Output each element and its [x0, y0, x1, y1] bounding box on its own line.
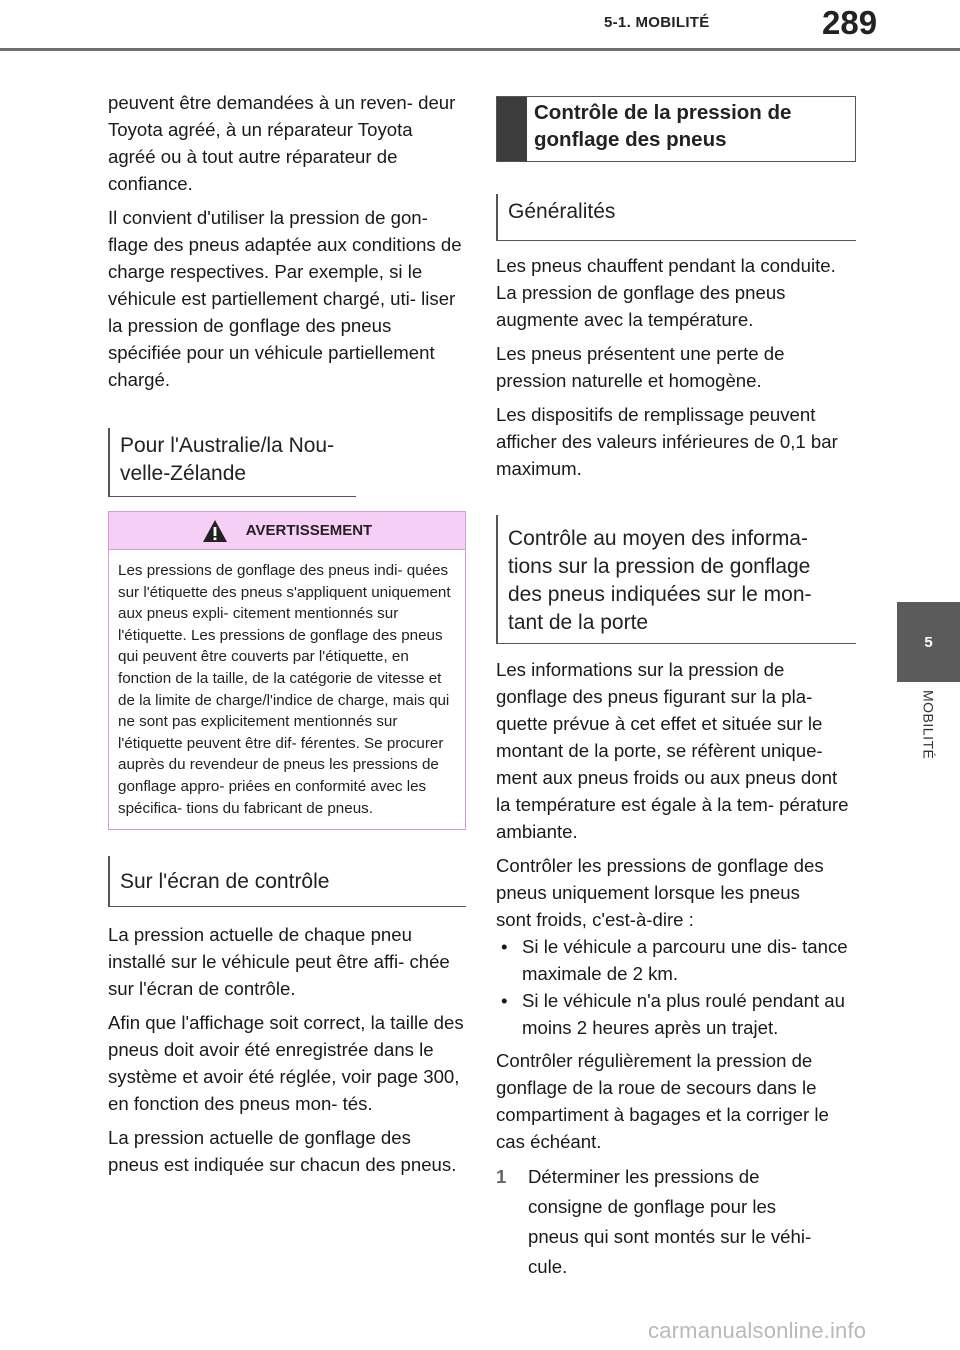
watermark: carmanualsonline.info: [648, 1318, 867, 1343]
right-paragraph-3: Les dispositifs de remplissage peuvent afficher des valeurs inférieures de 0,1 bar maximum.: [496, 404, 838, 479]
topic-heading-box: [496, 96, 856, 162]
step-text: Déterminer les pressions de consigne de gonflage pour les pneus qui sont montés sur le véhi- cule.: [528, 1166, 812, 1277]
left-paragraph-1: peuvent être demandées à un reven- deur Toyota agréé, à un réparateur Toyota agréé ou à tout autre réparateur de confiance.: [108, 92, 456, 194]
left-paragraph-5: La pression actuelle de gonflage des pneus est indiquée sur chacun des pneus.: [108, 1127, 457, 1176]
warning-title: AVERTISSEMENT: [245, 522, 373, 539]
warning-box: [108, 511, 466, 830]
right-paragraph-6: Contrôler régulièrement la pression de gonflage de la roue de secours dans le compartiment à bagages et la corriger le cas échéant.: [496, 1050, 829, 1152]
header-rule: [0, 48, 960, 51]
step-number: 1: [496, 1166, 507, 1187]
chapter-tab[interactable]: 5: [897, 602, 960, 682]
subheading-general: Généralités: [496, 194, 856, 241]
header-section-title: 5-1. MOBILITÉ: [604, 14, 710, 31]
right-paragraph-2: Les pneus présentent une perte de pression naturelle et homogène.: [496, 343, 785, 391]
left-paragraph-3: La pression actuelle de chaque pneu installé sur le véhicule peut être affi- chée sur l'écran de contrôle.: [108, 924, 450, 1000]
right-paragraph-5: Contrôler les pressions de gonflage des pneus uniquement lorsque les pneus sont froids, c'est-à-dire :: [496, 855, 824, 930]
right-paragraph-4: Les informations sur la pression de gonflage des pneus figurant sur la pla- quette prévue à cet effet et située sur le montant de la porte, se réfèrent unique- ment aux pneus froids ou aux pneus dont la température est égale à la tem- pérature ambiante.: [496, 659, 849, 842]
warning-text: Les pressions de gonflage des pneus indi- quées sur l'étiquette des pneus s'appliquent uniquement aux pneus expli- citement mentionnés sur l'étiquette. Les pressions de gonflage des pneus qui peuvent être couverts par l'étiquette, en fonction de la taille, de la catégorie de vitesse et de la limite de charge/l'indice de charge, mais qui ne sont pas explicitement mentionnés sur l'étiquette peuvent être dif- férentes. Se procurer auprès du revendeur de pneus les pressions de gonflage appro- priées en conformité avec les spécifica- tions du fabricant de pneus.: [118, 562, 451, 817]
chapter-label: MOBILITÉ: [920, 690, 937, 760]
topic-heading-bar: [497, 97, 527, 161]
left-column: [108, 89, 466, 1185]
page-number: 289: [822, 4, 878, 41]
left-paragraph-2: Il convient d'utiliser la pression de gon- flage des pneus adaptée aux conditions de charge respectives. Par exemple, si le véhicule est partiellement chargé, uti- liser la pression de gonflage des pneus spécifiée pour un véhicule partiellement chargé.: [108, 207, 462, 390]
list-item: • Si le véhicule n'a plus roulé pendant au moins 2 heures après un trajet.: [501, 990, 845, 1038]
subheading-door-pillar: Contrôle au moyen des informa- tions sur la pression de gonflage des pneus indiquées sur le mon- tant de la porte: [496, 515, 856, 644]
cold-tyre-conditions-list: [496, 933, 856, 1041]
subheading-australia: Pour l'Australie/la Nou- velle-Zélande: [108, 428, 356, 497]
left-paragraph-4: Afin que l'affichage soit correct, la taille des pneus doit avoir été enregistrée dans le système et avoir été réglée, voir page 300, en fonction des pneus mon- tés.: [108, 1012, 464, 1115]
right-column: [496, 96, 856, 1282]
step-1: [496, 1162, 856, 1282]
topic-heading: Contrôle de la pression de gonflage des pneus: [534, 101, 792, 151]
list-item: • Si le véhicule a parcouru une dis- tance maximale de 2 km.: [501, 936, 848, 984]
right-paragraph-1: Les pneus chauffent pendant la conduite. La pression de gonflage des pneus augmente avec la température.: [496, 255, 836, 330]
subheading-control-screen: Sur l'écran de contrôle: [108, 856, 466, 907]
warning-header: [109, 512, 465, 550]
warning-triangle-icon: [202, 519, 228, 543]
